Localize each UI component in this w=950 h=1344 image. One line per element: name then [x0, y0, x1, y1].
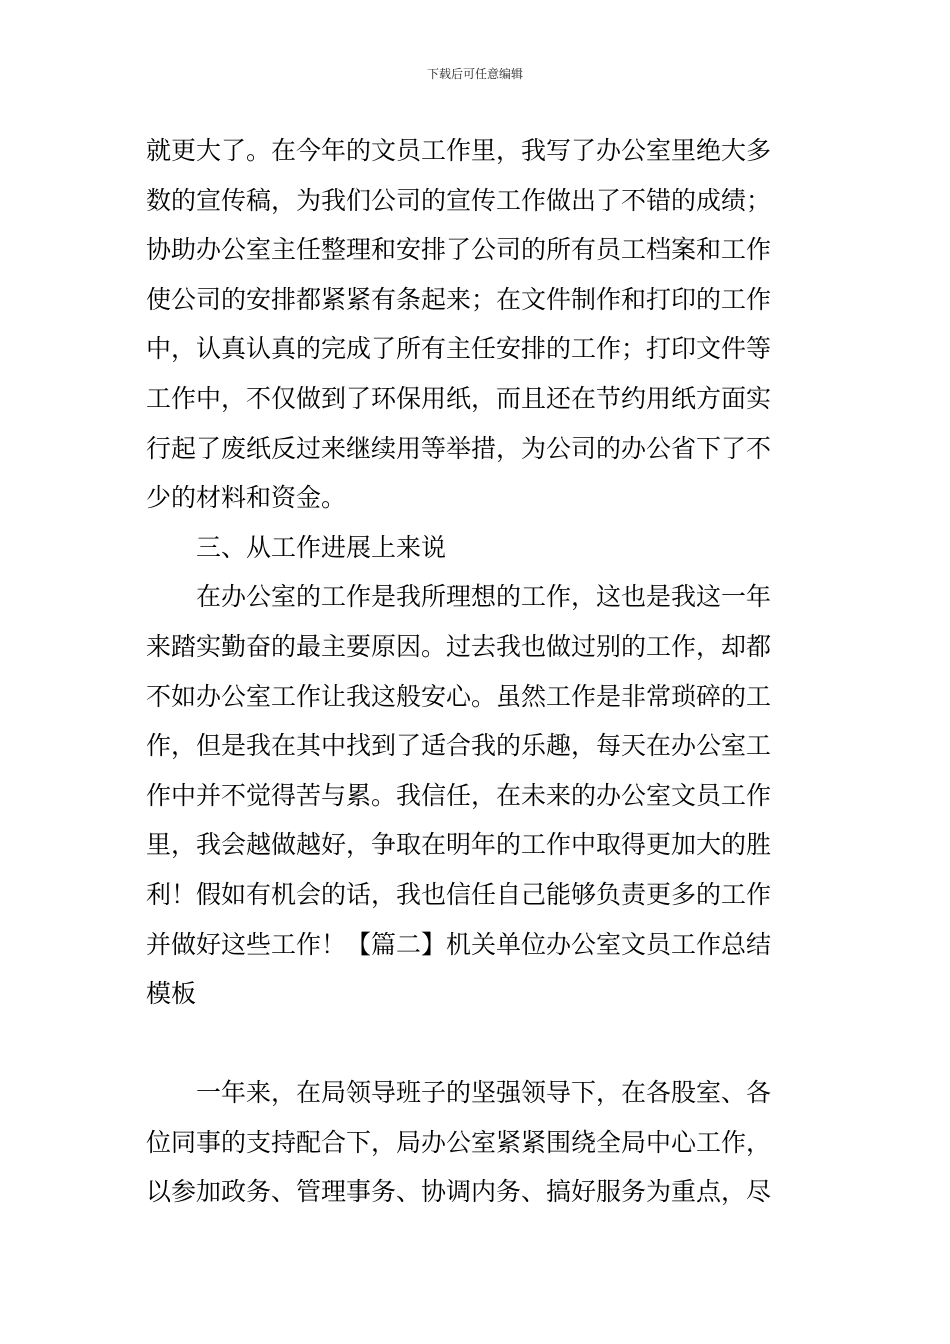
text-line: 协助办公室主任整理和安排了公司的所有员工档案和工作: [146, 235, 772, 265]
text-line: 里，我会越做越好，争取在明年的工作中取得更加大的胜: [146, 830, 772, 860]
text-line: 以参加政务、管理事务、协调内务、搞好服务为重点，尽: [146, 1177, 772, 1207]
text-line: 模板: [146, 979, 197, 1009]
blank-line: [146, 1019, 806, 1069]
text-line: 使公司的安排都紧紧有条起来；在文件制作和打印的工作: [146, 284, 772, 314]
text-line: 利！假如有机会的话，我也信任自己能够负责更多的工作: [146, 879, 772, 909]
text-line: 少的材料和资金。: [146, 483, 347, 513]
text-line: 数的宣传稿，为我们公司的宣传工作做出了不错的成绩；: [146, 185, 772, 215]
text-line: 不如办公室工作让我这般安心。虽然工作是非常琐碎的工: [146, 681, 772, 711]
text-line: 作，但是我在其中找到了适合我的乐趣，每天在办公室工: [146, 731, 772, 761]
page-header-note: 下载后可任意编辑: [426, 67, 523, 81]
text-line: 工作中，不仅做到了环保用纸，而且还在节约用纸方面实: [146, 383, 772, 413]
text-line: 行起了废纸反过来继续用等举措，为公司的办公省下了不: [146, 433, 772, 463]
text-line: 在办公室的工作是我所理想的工作，这也是我这一年: [196, 582, 772, 612]
text-line: 并做好这些工作！【篇二】机关单位办公室文员工作总结: [146, 929, 772, 959]
text-line: 一年来，在局领导班子的坚强领导下，在各股室、各: [196, 1078, 772, 1108]
text-line: 中，认真认真的完成了所有主任安排的工作；打印文件等: [146, 334, 772, 364]
text-line: 来踏实勤奋的最主要原因。过去我也做过别的工作，却都: [146, 631, 772, 661]
text-line: 位同事的支持配合下，局办公室紧紧围绕全局中心工作，: [146, 1127, 772, 1157]
text-line: 作中并不觉得苦与累。我信任，在未来的办公室文员工作: [146, 780, 772, 810]
section-heading: 三、从工作进展上来说: [196, 532, 447, 562]
text-line: 就更大了。在今年的文员工作里，我写了办公室里绝大多: [146, 136, 772, 165]
document-body: [146, 126, 806, 1217]
